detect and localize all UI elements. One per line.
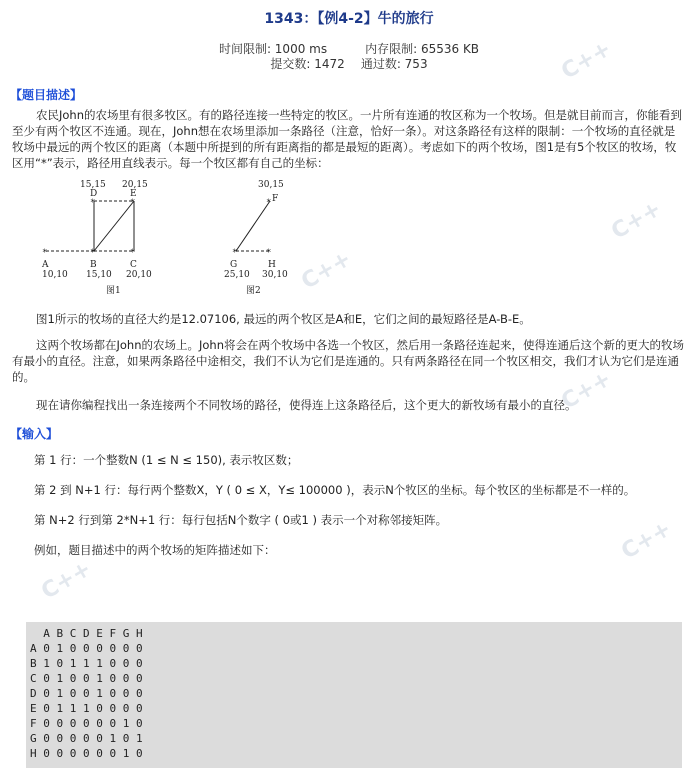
time-limit: 时间限制: 1000 ms: [218, 42, 328, 56]
point-marker: *: [130, 198, 136, 208]
figure-1-caption: 图1: [106, 286, 121, 296]
pasture-diagram: [30, 177, 360, 307]
matrix-header: A B C D E F G H: [30, 627, 143, 640]
watermark: C++: [617, 516, 676, 565]
point-marker: *: [266, 198, 272, 208]
point-marker: *: [90, 198, 96, 208]
point-label-f: F: [272, 194, 279, 204]
point-label-f-coord: 30,15: [258, 180, 284, 190]
input-line-4: 例如，题目描述中的两个牧场的矩阵描述如下：: [34, 543, 276, 557]
matrix-row: A 0 1 0 0 0 0 0 0: [30, 642, 143, 655]
description-paragraph-1: 农民John的农场里有很多牧区。有的路径连接一些特定的牧区。一片所有连通的牧区称为一个牧场。但是就目前而言，你能看到至少有两个牧区不连通。现在，John想在农场里添加一条路径（注意，恰好一条）。对这条路径有这样的限制：一个牧场的直径就是牧场中最远的两个牧区的距离（本题中所提到的所有距离指的都是最短的距离）。考虑如下的两个牧场，图1是有5个牧区的牧场，牧区用“*”表示，路径用直线表示。每一个牧区都有自己的坐标：: [12, 108, 682, 170]
point-label-h-coord: 30,10: [262, 270, 288, 280]
point-marker: *: [232, 248, 238, 258]
matrix-row: H 0 0 0 0 0 0 1 0: [30, 747, 143, 760]
watermark: C++: [557, 36, 616, 85]
accepted-count: 通过数: 753: [360, 57, 428, 71]
problem-title: 1343：【例4-2】牛的旅行: [264, 11, 434, 27]
input-header: 【输入】: [10, 427, 59, 441]
edge-g-f: [236, 201, 270, 251]
matrix-row: G 0 0 0 0 0 1 0 1: [30, 732, 143, 745]
point-label-e-coord: 20,15: [122, 180, 148, 190]
point-label-b-coord: 15,10: [86, 270, 112, 280]
figure-2-caption: 图2: [246, 286, 261, 296]
memory-limit: 内存限制: 65536 KB: [365, 42, 480, 56]
point-marker: *: [90, 248, 96, 258]
watermark: C++: [557, 366, 616, 415]
point-label-c-coord: 20,10: [126, 270, 152, 280]
input-line-3: 第 N+2 行到第 2*N+1 行：每行包括N个数字 ( 0或1 ) 表示一个对称邻接矩阵。: [34, 513, 448, 527]
point-label-b: B: [90, 260, 97, 270]
input-line-2: 第 2 到 N+1 行：每行两个整数X，Y ( 0 ≤ X，Y≤ 100000 )，表示N个牧区的坐标。每个牧区的坐标都是不一样的。: [34, 483, 636, 497]
description-paragraph-3: 这两个牧场都在John的农场上。John将会在两个牧场中各选一个牧区，然后用一条路径连起来，使得连通后这个新的更大的牧场有最小的直径。注意，如果两条路径中途相交，我们不认为它们是连通的。只有两条路径在同一个牧区相交，我们才认为它们是连通的。: [12, 338, 685, 384]
adjacency-matrix-example: [26, 622, 682, 768]
matrix-row: C 0 1 0 0 1 0 0 0: [30, 672, 143, 685]
point-label-a: A: [42, 260, 49, 270]
matrix-row: B 1 0 1 1 1 0 0 0: [30, 657, 143, 670]
watermark: C++: [607, 196, 666, 245]
matrix-row: F 0 0 0 0 0 0 1 0: [30, 717, 143, 730]
point-label-d: D: [90, 189, 98, 199]
problem-page: [0, 8, 698, 768]
watermark: C++: [37, 556, 96, 605]
point-label-g-coord: 25,10: [224, 270, 250, 280]
point-marker: *: [130, 248, 136, 258]
point-label-g: G: [230, 260, 238, 270]
description-header: 【题目描述】: [10, 88, 83, 102]
point-label-e: E: [130, 189, 137, 199]
point-label-c: C: [130, 260, 137, 270]
matrix-row: E 0 1 1 1 0 0 0 0: [30, 702, 143, 715]
point-label-h: H: [268, 260, 276, 270]
description-paragraph-2: 图1所示的牧场的直径大约是12.07106, 最远的两个牧区是A和E，它们之间的最短路径是A-B-E。: [36, 312, 531, 326]
submission-count: 提交数: 1472: [270, 57, 345, 71]
problem-limits: [0, 42, 698, 72]
input-line-1: 第 1 行：一个整数N (1 ≤ N ≤ 150), 表示牧区数；: [34, 453, 299, 467]
point-marker: *: [42, 248, 48, 258]
pasture-figure: [30, 177, 698, 307]
point-label-a-coord: 10,10: [42, 270, 68, 280]
matrix-row: D 0 1 0 0 1 0 0 0: [30, 687, 143, 700]
point-marker: *: [266, 248, 272, 258]
point-label-d-coord: 15,15: [80, 180, 106, 190]
edge-b-e: [94, 201, 134, 251]
description-paragraph-4: 现在请你编程找出一条连接两个不同牧场的路径，使得连上这条路径后，这个更大的新牧场有最小的直径。: [36, 398, 577, 412]
watermark: C++: [297, 246, 356, 295]
